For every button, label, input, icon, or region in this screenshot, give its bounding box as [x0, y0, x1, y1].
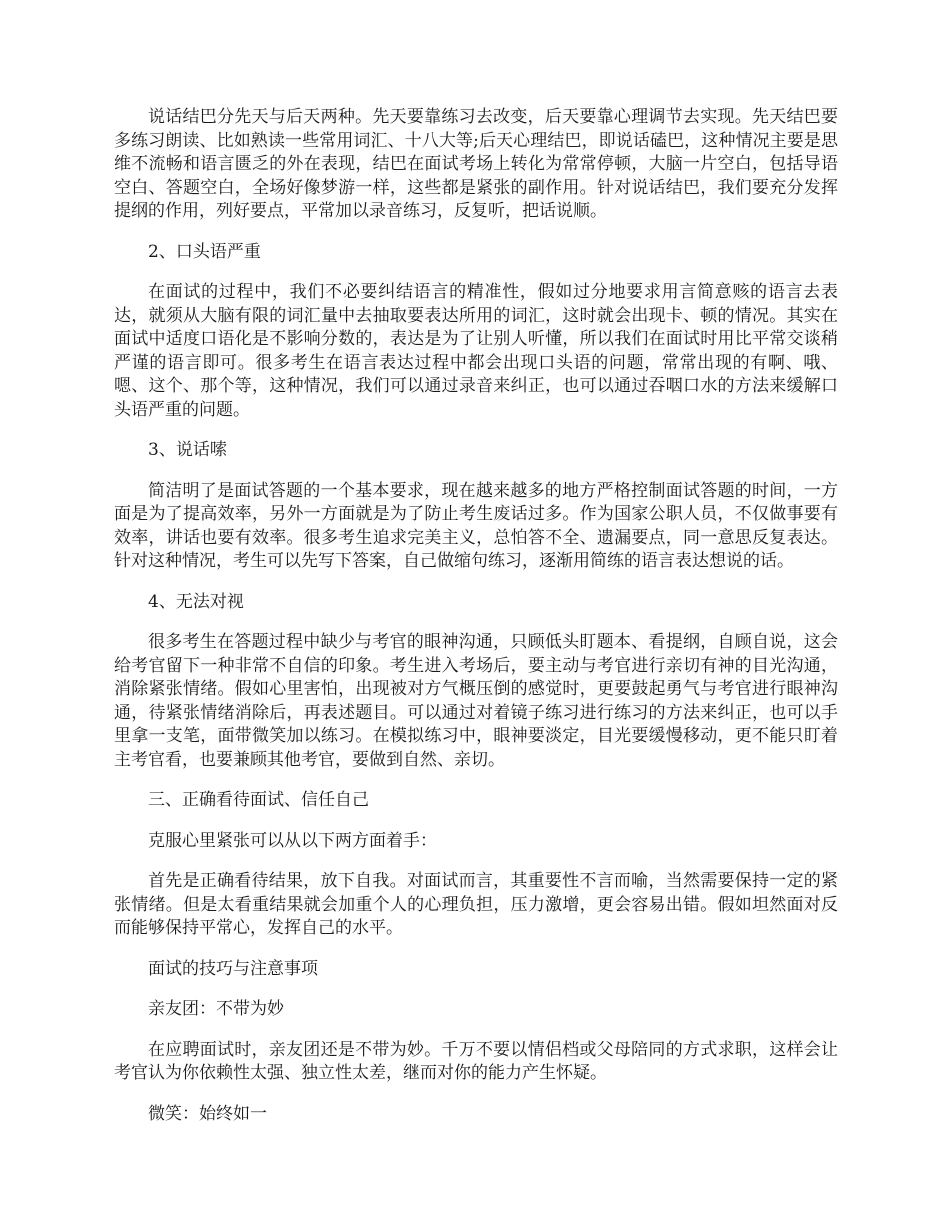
- heading-interview-tips: 面试的技巧与注意事项: [148, 958, 318, 979]
- paragraph-verbal-tics: 在面试的过程中，我们不必要纠结语言的精准性，假如过分地要求用言简意赅的语言去表达，就须从大脑有限的词汇量中去抽取要表达所用的词汇，这时就会出现卡、顿的情况。其实在面试中适度口语化是不影响分数的，表达是为了让别人听懂，所以我们在面试时用比平常交谈稍严谨的语言即可。很多考生在语言表达过程中都会出现口头语的问题，常常出现的有啊、哦、嗯、这个、那个等，这种情况，我们可以通过录音来纠正，也可以通过吞咽口水的方法来缓解口头语严重的问题。: [114, 282, 838, 420]
- paragraph-view-results: 首先是正确看待结果，放下自我。对面试而言，其重要性不言而喻，当然需要保持一定的紧张情绪。但是太看重结果就会加重个人的心理负担，压力激增，更会容易出错。假如坦然面对反而能够保持平常心，发挥自己的水平。: [114, 871, 838, 938]
- paragraph-eye-contact: 很多考生在答题过程中缺少与考官的眼神沟通，只顾低头盯题本、看提纲，自顾自说，这会给考官留下一种非常不自信的印象。考生进入考场后，要主动与考官进行亲切有神的目光沟通，消除紧张情绪。假如心里害怕，出现被对方气概压倒的感觉时，更要鼓起勇气与考官进行眼神沟通，待紧张情绪消除后，再表述题目。可以通过对着镜子练习进行练习的方法来纠正，也可以手里拿一支笔，面带微笑加以练习。在模拟练习中，眼神要淡定，目光要缓慢移动，更不能只盯着主考官看，也要兼顾其他考官，要做到自然、亲切。: [114, 632, 838, 770]
- document-body: [114, 106, 838, 1143]
- paragraph-stuttering: 说话结巴分先天与后天两种。先天要靠练习去改变，后天要靠心理调节去实现。先天结巴要多练习朗读、比如熟读一些常用词汇、十八大等;后天心理结巴，即说话磕巴，这种情况主要是思维不流畅和语言匮乏的外在表现，结巴在面试考场上转化为常常停顿，大脑一片空白，包括导语空白、答题空白，全场好像梦游一样，这些都是紧张的副作用。针对说话结巴，我们要充分发挥提纲的作用，列好要点，平常加以录音练习，反复听，把话说顺。: [114, 107, 838, 221]
- heading-verbal-tics: 2、口头语严重: [148, 241, 261, 262]
- paragraph-wordiness: 简洁明了是面试答题的一个基本要求，现在越来越多的地方严格控制面试答题的时间，一方面是为了提高效率，另外一方面就是为了防止考生废话过多。作为国家公职人员，不仅做事要有效率，讲话也要有效率。很多考生追求完美主义，总怕答不全、遗漏要点，同一意思反复表达。针对这种情况，考生可以先写下答案，自己做缩句练习，逐渐用简练的语言表达想说的话。: [114, 480, 838, 571]
- heading-wordiness: 3、说话嗦: [148, 440, 227, 460]
- text-overcome-nervousness: 克服心里紧张可以从以下两方面着手：: [148, 830, 437, 851]
- paragraph-friends-family: 在应聘面试时，亲友团还是不带为妙。千万不要以情侣档或父母陪同的方式求职，这样会让考官认为你依赖性太强、独立性太差，继而对你的能力产生怀疑。: [114, 1039, 838, 1083]
- heading-smile: 微笑：始终如一: [148, 1103, 267, 1124]
- heading-friends-family: 亲友团：不带为妙: [148, 999, 284, 1019]
- heading-eye-contact: 4、无法对视: [148, 591, 244, 612]
- heading-section-three: 三、正确看待面试、信任自己: [148, 790, 369, 810]
